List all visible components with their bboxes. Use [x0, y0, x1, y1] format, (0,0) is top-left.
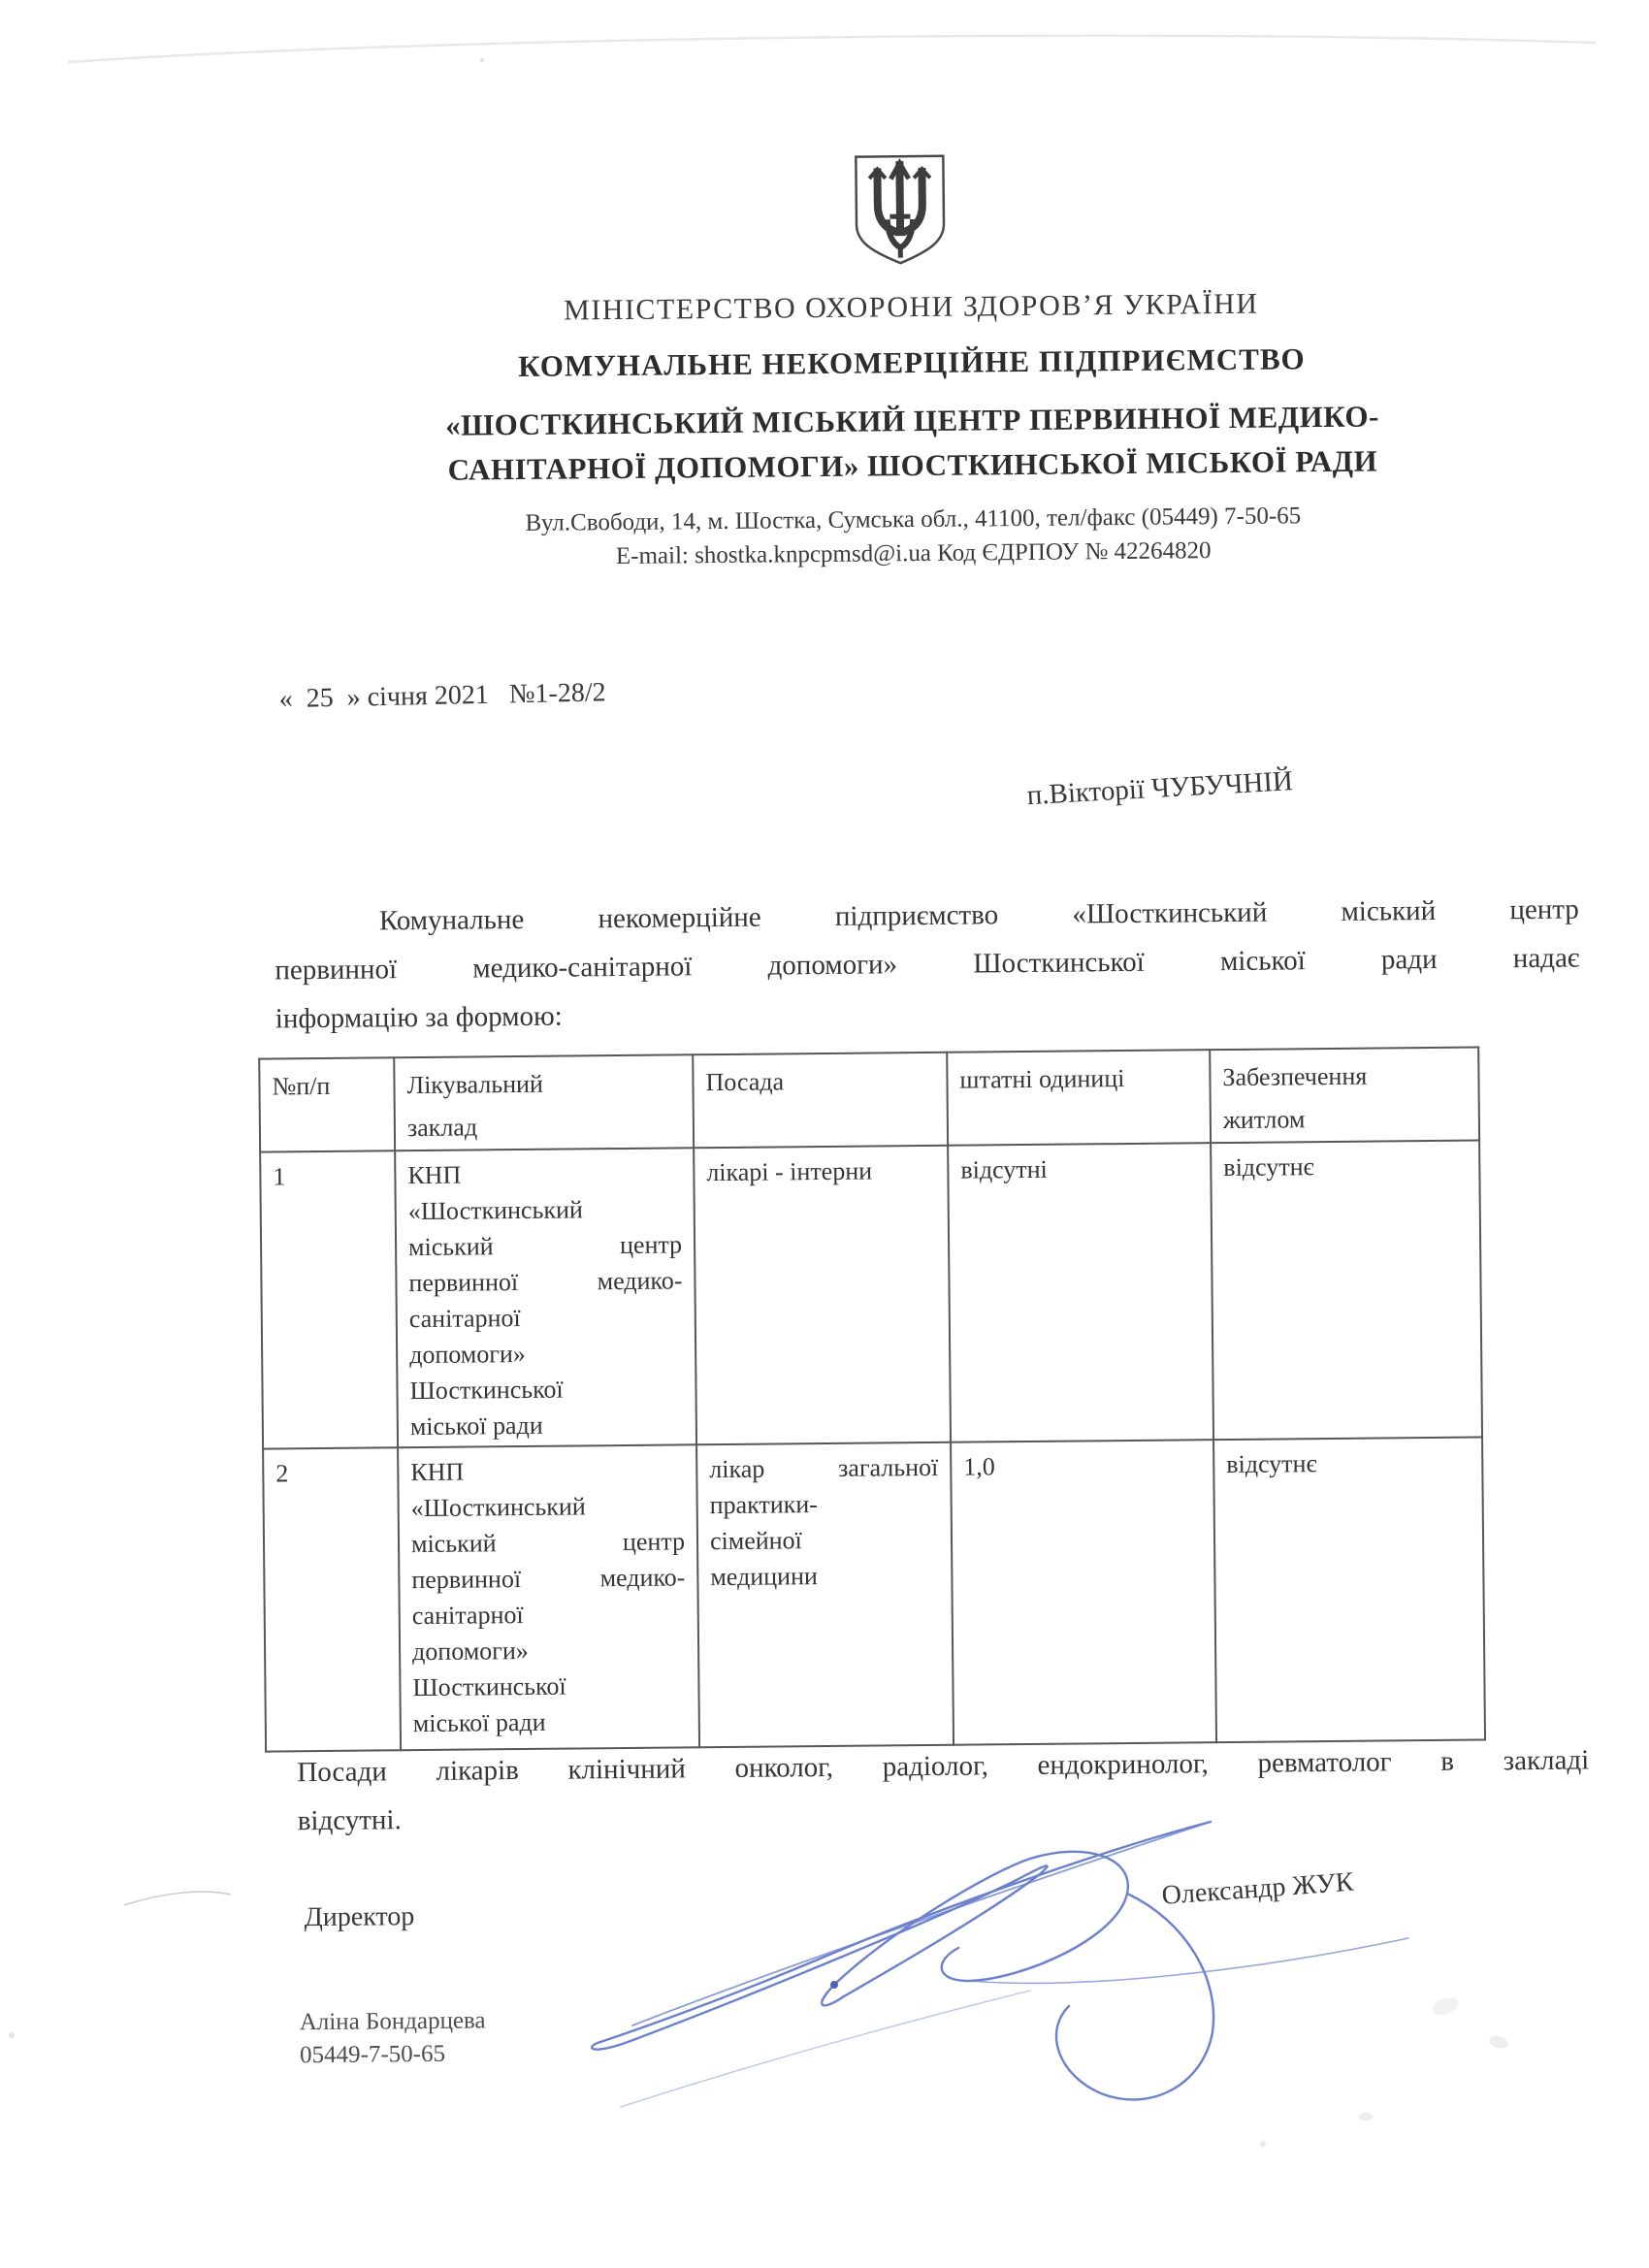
cell-staff-units: 1,0 [951, 1440, 1216, 1745]
table-header-row [259, 1048, 1479, 1152]
org-address-line: Вул.Свободи, 14, м. Шостка, Сумська обл., 41100, тел/факс (05449) 7-50-65 [525, 502, 1302, 536]
org-contact-line: E-mail: shostka.knpcpmsd@i.ua Код ЄДРПОУ № 42264820 [615, 537, 1212, 570]
body-paragraph: Комунальне некомерційне підприємство «Шосткинський міський центр первинної медико-санітарної допомоги» Шосткинської міської ради надає інформацію за формою: [275, 893, 1580, 1035]
signer-name: Олександр ЖУК [1160, 1866, 1355, 1911]
header-row-number: №п/п [259, 1057, 395, 1151]
cell-facility: КНП «Шосткинський міський центр первинної медико- санітарної допомоги» Шосткинської міської ради [395, 1148, 696, 1447]
org-name-line1: «ШОСТКИНСЬКИЙ МІСЬКИЙ ЦЕНТР ПЕРВИННОЇ МЕДИКО- [444, 399, 1379, 442]
date-number-line: « 25 » січня 2021 №1-28/2 [278, 677, 606, 715]
cell-row-number: 1 [260, 1150, 398, 1448]
table-row [260, 1141, 1482, 1449]
signer-title: Директор [304, 1901, 415, 1933]
note-paragraph: Посади лікарів клінічний онколог, радіолог, ендокринолог, ревматолог в закладі відсутні. [297, 1744, 1590, 1837]
cell-staff-units: відсутні [948, 1143, 1213, 1442]
header-facility: Лікувальний заклад [394, 1054, 694, 1150]
cell-row-number: 2 [263, 1447, 401, 1751]
header-position: Посада [693, 1053, 948, 1149]
staffing-table [258, 1047, 1486, 1753]
executor-name: Аліна Бондарцева [299, 2007, 486, 2036]
cell-position: лікар загальної практики- сімейної медицини [696, 1442, 954, 1748]
addressee-line: п.Вікторії ЧУБУЧНІЙ [1025, 765, 1294, 812]
executor-phone: 05449-7-50-65 [299, 2040, 446, 2069]
cell-position: лікарі - інтерни [694, 1146, 951, 1445]
ukraine-trident-emblem [848, 150, 952, 270]
cell-housing: відсутнє [1213, 1438, 1485, 1743]
org-type-line: КОМУНАЛЬНЕ НЕКОМЕРЦІЙНЕ ПІДПРИЄМСТВО [517, 341, 1306, 383]
header-staff-units: штатні одиниці [947, 1050, 1211, 1146]
header-housing: Забезпечення житлом [1210, 1048, 1479, 1144]
cell-housing: відсутнє [1211, 1141, 1482, 1441]
org-name-line2: САНІТАРНОЇ ДОПОМОГИ» ШОСТКИНСЬКОЇ МІСЬКОЇ РАДИ [447, 443, 1378, 487]
ministry-title: МІНІСТЕРСТВО ОХОРОНИ ЗДОРОВ’Я УКРАЇНИ [563, 287, 1259, 327]
table-row [263, 1438, 1485, 1752]
cell-facility: КНП «Шосткинський міський центр первинної медико- санітарної допомоги» Шосткинської міської ради [398, 1444, 699, 1750]
